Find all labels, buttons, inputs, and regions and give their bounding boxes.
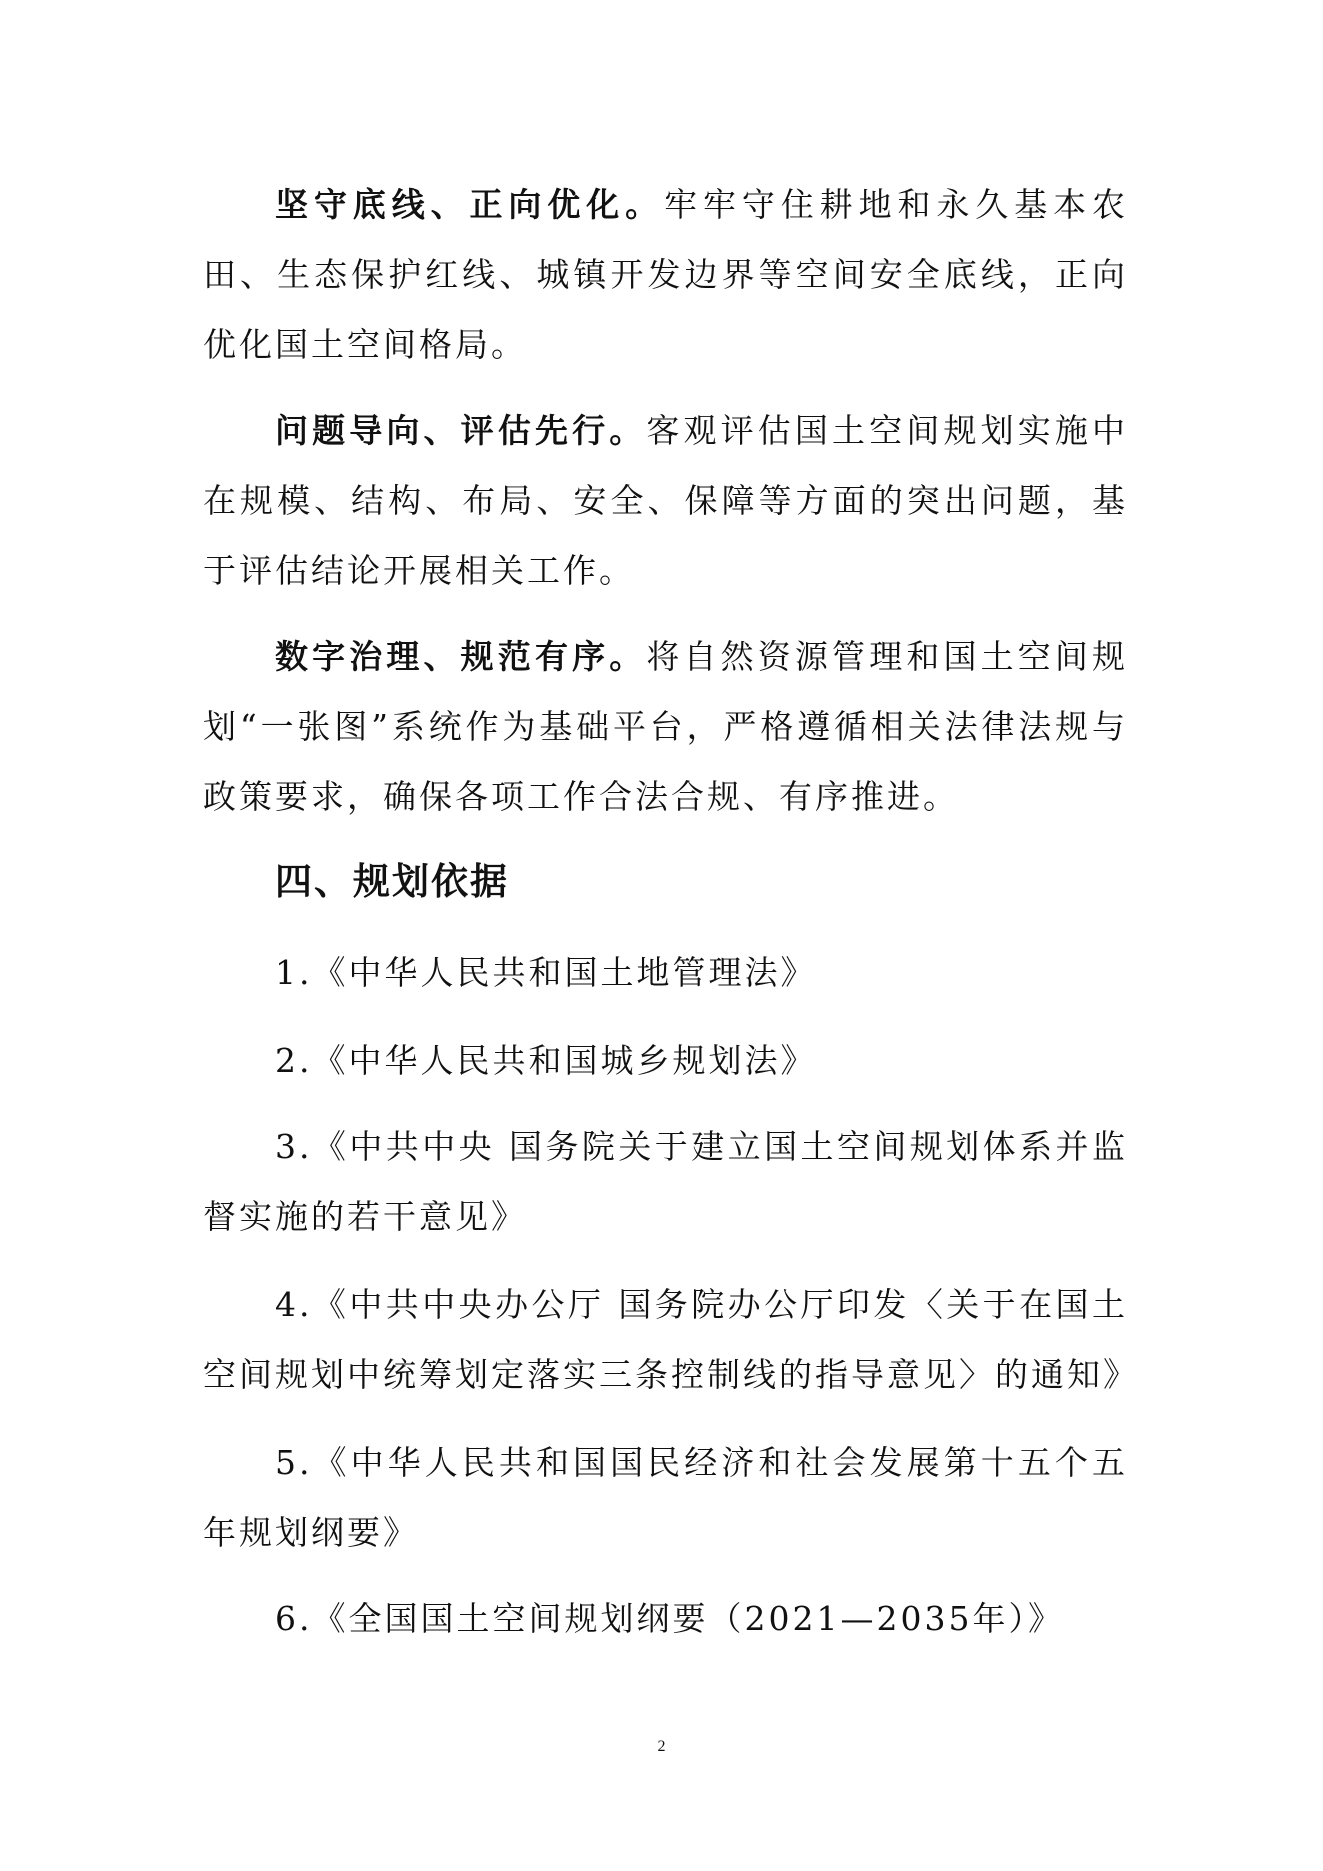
reference-item-1: 1.《中华人民共和国土地管理法》 bbox=[275, 953, 817, 992]
section-heading: 四、规划依据 bbox=[275, 860, 509, 903]
reference-item-2: 2.《中华人民共和国城乡规划法》 bbox=[275, 1041, 817, 1080]
principle-paragraph-2 bbox=[203, 396, 1128, 606]
principle-title-3: 数字治理、规范有序。 bbox=[275, 637, 647, 676]
page-number: 2 bbox=[657, 1738, 666, 1755]
principle-paragraph-1 bbox=[203, 170, 1128, 380]
reference-item-3: 3.《中共中央 国务院关于建立国土空间规划体系并监督实施的若干意见》 bbox=[203, 1127, 1128, 1236]
reference-item-5: 5.《中华人民共和国国民经济和社会发展第十五个五年规划纲要》 bbox=[203, 1443, 1128, 1552]
reference-item-4: 4.《中共中央办公厅 国务院办公厅印发〈关于在国土空间规划中统筹划定落实三条控制线的指导意见〉的通知》 bbox=[203, 1285, 1139, 1394]
principle-title-2: 问题导向、评估先行。 bbox=[275, 411, 647, 450]
reference-item-6: 6.《全国国土空间规划纲要（2021—2035年）》 bbox=[275, 1599, 1064, 1638]
principle-body-3: 将自然资源管理和国土空间规划“一张图”系统作为基础平台，严格遵循相关法律法规与政策要求，确保各项工作合法合规、有序推进。 bbox=[203, 637, 1129, 816]
principle-title-1: 坚守底线、正向优化。 bbox=[275, 185, 665, 224]
principle-paragraph-3 bbox=[203, 622, 1128, 832]
principle-body-2: 客观评估国土空间规划实施中在规模、结构、布局、安全、保障等方面的突出问题，基于评估结论开展相关工作。 bbox=[203, 411, 1129, 590]
principle-body-1: 牢牢守住耕地和永久基本农田、生态保护红线、城镇开发边界等空间安全底线，正向优化国土空间格局。 bbox=[203, 185, 1129, 364]
